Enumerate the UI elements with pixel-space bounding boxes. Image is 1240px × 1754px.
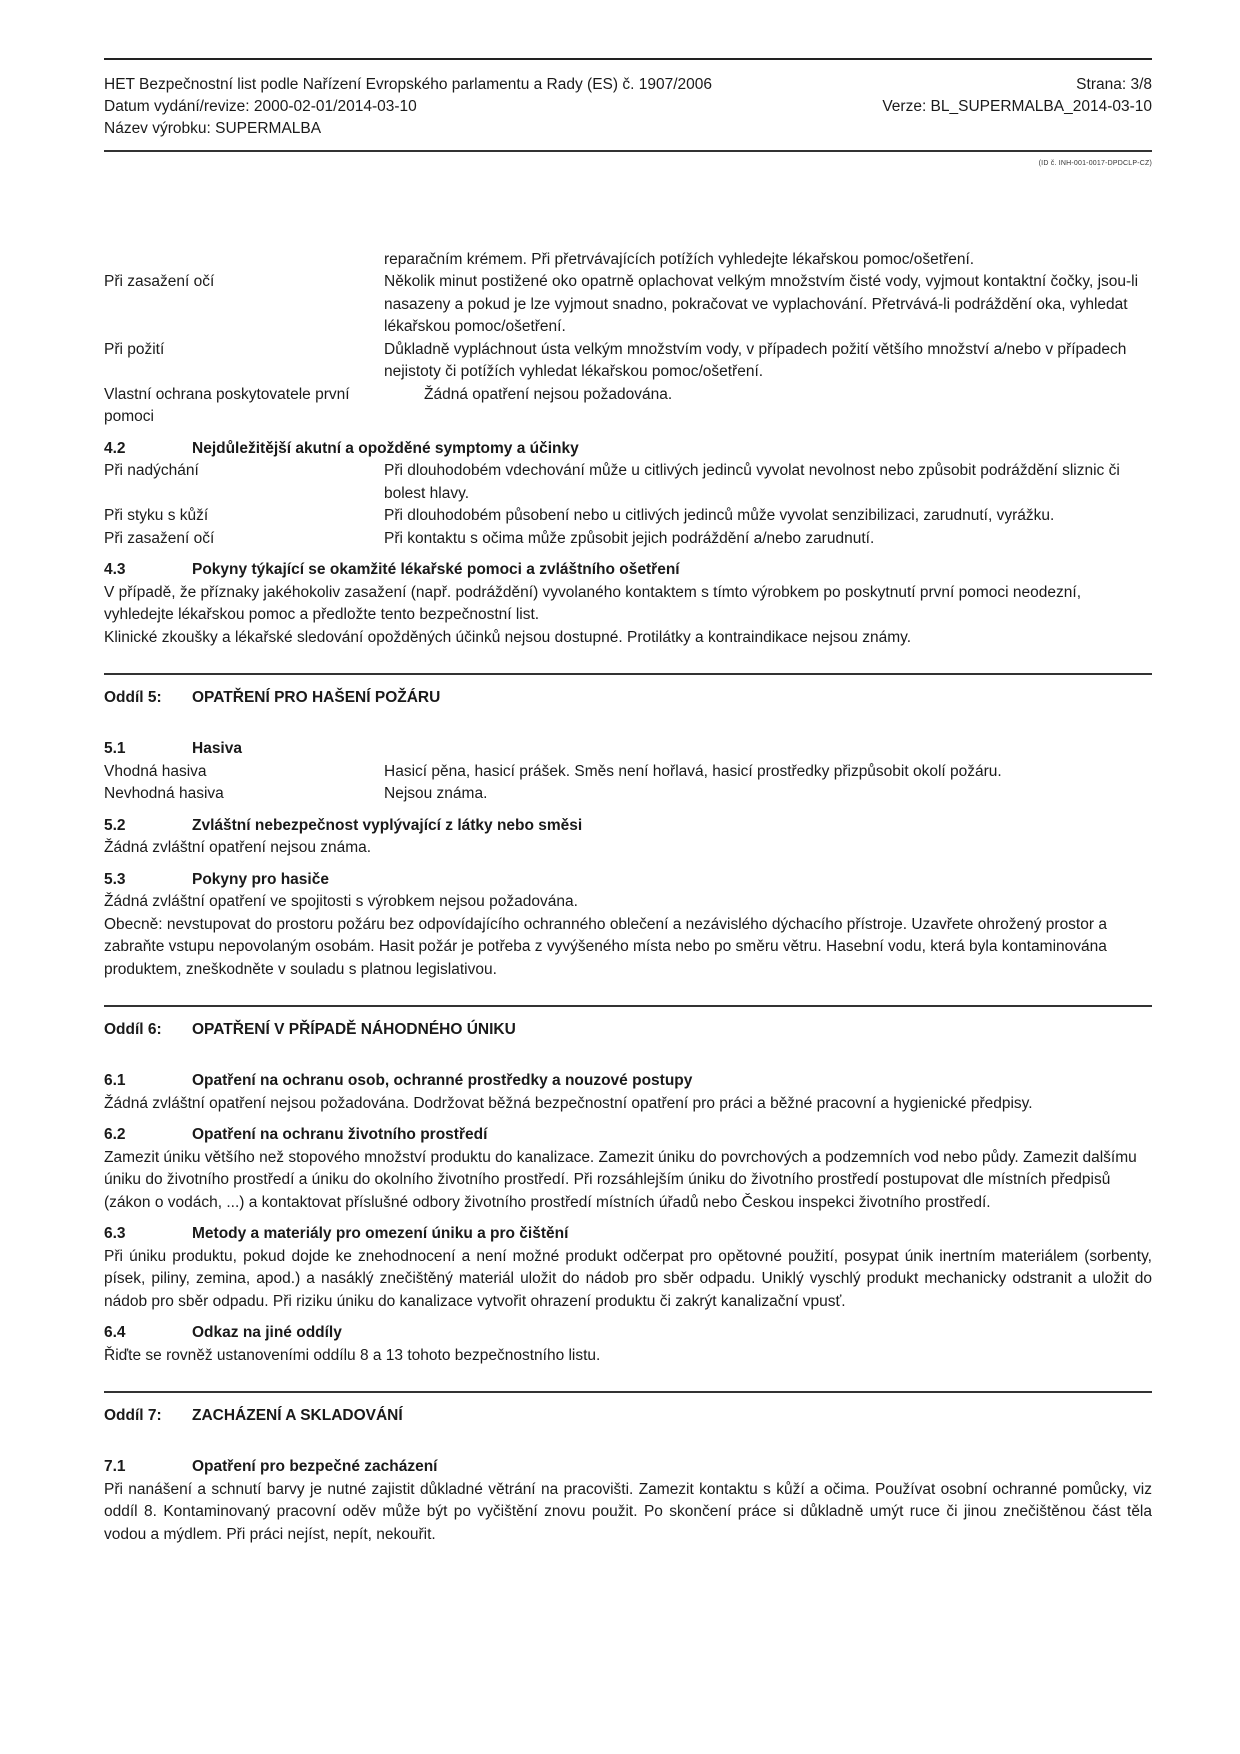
document-id: (ID č. INH-001-0017-DPDCLP-CZ): [1038, 159, 1152, 167]
subsection-6-2-heading: [104, 1124, 1152, 1147]
document-page: [104, 58, 1152, 1546]
subsection-7-1-heading: [104, 1456, 1152, 1479]
inhalation-label: Při nadýchání: [104, 462, 199, 479]
subsection-number: 6.2: [104, 1126, 126, 1143]
subsection-number: 4.3: [104, 561, 126, 578]
subsection-title: Nejdůležitější akutní a opožděné symptomy a účinky: [192, 439, 579, 457]
subsection-number: 6.1: [104, 1072, 126, 1089]
paragraph: Při nanášení a schnutí barvy je nutné zajistit důkladné větrání na pracovišti. Zamezit kontaktu s kůží a očima. Používat osobní ochranné pomůcky, viz oddíl 8. Kontaminovaný pracovní oděv může být po vyčištění znovu použit. Po skončení práce si důkladně umýt ruce či jinou znečištěnou část těla vodou a mýdlem. Při práci nejíst, nepít, nekouřit.: [104, 1480, 1152, 1543]
inhalation-row: [104, 460, 1152, 505]
header-version: Verze: BL_SUPERMALBA_2014-03-10: [882, 98, 1152, 115]
paragraph: Žádná zvláštní opatření nejsou známa.: [104, 839, 372, 856]
header-regulation: HET Bezpečnostní list podle Nařízení Evropského parlamentu a Rady (ES) č. 1907/2006: [104, 76, 712, 93]
document-header: [104, 60, 1152, 150]
subsection-6-4-heading: [104, 1322, 1152, 1345]
document-body: [104, 249, 1152, 1547]
section-heading: [104, 1007, 1152, 1042]
skin-continuation-text: reparačním krémem. Při přetrvávajících potížích vyhledejte lékařskou pomoc/ošetření.: [384, 250, 975, 268]
subsection-title: Pokyny týkající se okamžité lékařské pomoci a zvláštního ošetření: [192, 561, 680, 578]
subsection-6-1-heading: [104, 1070, 1152, 1093]
subsection-title: Opatření pro bezpečné zacházení: [192, 1458, 438, 1475]
subsection-6-3-heading: [104, 1223, 1152, 1246]
first-aider-protection-text: Žádná opatření nejsou požadována.: [424, 385, 673, 403]
header-bottom-rule: [104, 150, 1152, 152]
header-right: [882, 74, 1152, 140]
subsection-number: 5.2: [104, 816, 126, 834]
paragraph: Zamezit úniku většího než stopového množství produktu do kanalizace. Zamezit úniku do povrchových a podzemních vod nebo půdy. Zamezit dalšímu úniku do životního prostředí a úniku do okolního životního prostředí. Při rozsáhlejším úniku do životního prostředí postupovat dle místních předpisů (zákon o vodách, ...) a kontaktovat příslušné odbory životního prostředí místních úřadů nebo Českou inspekci životního prostředí.: [104, 1148, 1137, 1211]
eye-symptoms-text: Při kontaktu s očima může způsobit jejich podráždění a/nebo zarudnutí.: [384, 529, 875, 547]
section-title: OPATŘENÍ V PŘÍPADĚ NÁHODNÉHO ÚNIKU: [192, 1020, 516, 1038]
section-heading: [104, 1393, 1152, 1428]
ingestion-text: Důkladně vypláchnout ústa velkým množstvím vody, v případech požití většího množství a/nebo v případech nejistoty či potížích vyhledat lékařskou pomoc/ošetření.: [384, 340, 1127, 380]
eye-symptoms-label: Při zasažení očí: [104, 529, 215, 547]
first-aider-protection-label: Vlastní ochrana poskytovatele první pomoci: [104, 385, 350, 425]
section-title: ZACHÁZENÍ A SKLADOVÁNÍ: [192, 1406, 403, 1424]
paragraph: Klinické zkoušky a lékařské sledování opožděných účinků nejsou dostupné. Protilátky a kontraindikace nejsou známy.: [104, 628, 912, 646]
eye-contact-label: Při zasažení očí: [104, 273, 215, 290]
subsection-number: 4.2: [104, 439, 126, 457]
section-number: Oddíl 6:: [104, 1020, 162, 1038]
subsection-title: Hasiva: [192, 740, 242, 757]
section-6: [104, 1005, 1152, 1367]
section-number: Oddíl 5:: [104, 688, 162, 706]
eye-contact-row: [104, 271, 1152, 339]
skin-continuation-row: [104, 249, 1152, 272]
subsection-title: Metody a materiály pro omezení úniku a pro čištění: [192, 1225, 569, 1242]
section-heading: [104, 675, 1152, 710]
unsuitable-media-text: Nejsou známa.: [384, 785, 488, 802]
subsection-number: 6.3: [104, 1225, 126, 1242]
skin-contact-row: [104, 505, 1152, 528]
header-issue-date: Datum vydání/revize: 2000-02-01/2014-03-10: [104, 98, 417, 115]
paragraph: Řiďte se rovněž ustanoveními oddílu 8 a 13 tohoto bezpečnostního listu.: [104, 1346, 601, 1364]
subsection-title: Opatření na ochranu osob, ochranné prostředky a nouzové postupy: [192, 1072, 693, 1089]
inhalation-text: Při dlouhodobém vdechování může u citlivých jedinců vyvolat nevolnost nebo způsobit podráždění sliznic či bolest hlavy.: [384, 462, 1120, 502]
ingestion-row: [104, 339, 1152, 384]
paragraph: Žádná zvláštní opatření nejsou požadována. Dodržovat běžná bezpečnostní opatření pro práci a běžné pracovní a hygienické předpisy.: [104, 1094, 1033, 1112]
paragraph: Obecně: nevstupovat do prostoru požáru bez odpovídajícího ochranného oblečení a nezávislého dýchacího přístroje. Uzavřete ohrožený prostor a zabraňte vstupu nepovolaným osobám. Hasit požár je potřeba z vyvýšeného místa nebo po směru větru. Hasební vodu, která byla kontaminována produktem, zneškodněte v souladu s platnou legislativou.: [104, 915, 1107, 978]
section-number: Oddíl 7:: [104, 1406, 162, 1424]
subsection-4-2-heading: [104, 438, 1152, 461]
header-left: [104, 74, 712, 140]
suitable-media-text: Hasicí pěna, hasicí prášek. Směs není hořlavá, hasicí prostředky přizpůsobit okolí požáru.: [384, 762, 1002, 780]
subsection-title: Pokyny pro hasiče: [192, 870, 329, 888]
subsection-number: 5.1: [104, 740, 126, 757]
paragraph: V případě, že příznaky jakéhokoliv zasažení (např. podráždění) vyvolaného kontaktem s tímto výrobkem po poskytnutí první pomoci neodezní, vyhledejte lékařskou pomoc a předložte tento bezpečnostní list.: [104, 583, 1082, 623]
header-page-number: Strana: 3/8: [1076, 76, 1152, 93]
subsection-number: 5.3: [104, 870, 126, 888]
header-product-name: Název výrobku: SUPERMALBA: [104, 120, 322, 137]
subsection-5-2-heading: [104, 815, 1152, 838]
subsection-title: Opatření na ochranu životního prostředí: [192, 1126, 488, 1143]
skin-contact-text: Při dlouhodobém působení nebo u citlivých jedinců může vyvolat senzibilizaci, zarudnutí, vyrážku.: [384, 507, 1055, 524]
section-5: [104, 673, 1152, 981]
skin-contact-label: Při styku s kůží: [104, 507, 209, 524]
subsection-title: Zvláštní nebezpečnost vyplývající z látky nebo směsi: [192, 816, 583, 834]
section-7: [104, 1391, 1152, 1546]
subsection-title: Odkaz na jiné oddíly: [192, 1324, 342, 1341]
subsection-5-3-heading: [104, 869, 1152, 892]
section-title: OPATŘENÍ PRO HAŠENÍ POŽÁRU: [192, 688, 441, 706]
unsuitable-media-label: Nevhodná hasiva: [104, 785, 224, 802]
paragraph: Při úniku produktu, pokud dojde ke znehodnocení a není možné produkt odčerpat pro opětovné použití, posypat únik inertním materiálem (sorbenty, písek, piliny, zemina, apod.) a nasáklý znečištěný materiál uložit do nádob pro sběr odpadu. Uniklý vyschlý produkt mechanicky odstranit a uložit do nádob pro sběr odpadu. Při riziku úniku do kanalizace vytvořit ohrazení produktu či zakrýt kanalizační vpusť.: [104, 1247, 1152, 1310]
eye-contact-text: Několik minut postižené oko opatrně oplachovat velkým množstvím čisté vody, vyjmout kontaktní čočky, jsou-li nasazeny a pokud je lze vyjmout snadno, pokračovat ve vyplachování. Přetrvává-li podráždění oka, vyhledat lékařskou pomoc/ošetření.: [384, 273, 1139, 335]
subsection-number: 7.1: [104, 1458, 126, 1475]
subsection-number: 6.4: [104, 1324, 126, 1341]
unsuitable-media-row: [104, 783, 1152, 806]
ingestion-label: Při požití: [104, 340, 165, 358]
subsection-5-1-heading: [104, 738, 1152, 761]
suitable-media-label: Vhodná hasiva: [104, 762, 207, 780]
suitable-media-row: [104, 761, 1152, 784]
eye-symptoms-row: [104, 528, 1152, 551]
first-aider-protection-row: [104, 384, 1152, 429]
subsection-4-3-heading: [104, 559, 1152, 582]
paragraph: Žádná zvláštní opatření ve spojitosti s výrobkem nejsou požadována.: [104, 893, 578, 910]
